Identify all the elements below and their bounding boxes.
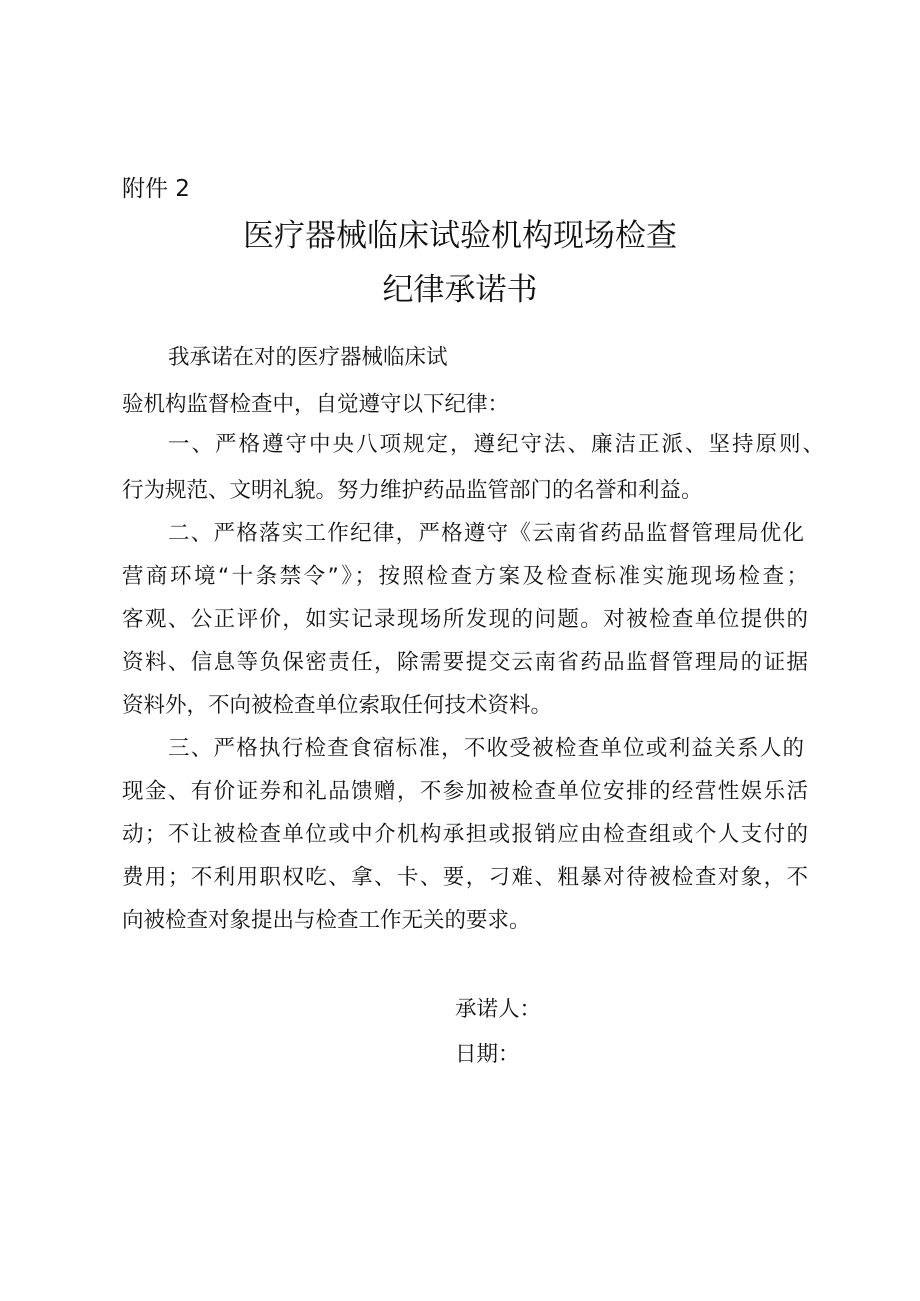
item-1-line-2: 行为规范、文明礼貌。努力维护药品监管部门的名誉和利益。 xyxy=(122,478,703,503)
intro-line-1: 我承诺在对的医疗器械临床试 xyxy=(168,345,448,370)
item-2-line-4: 资料、信息等负保密责任，除需要提交云南省药品监督管理局的证据 xyxy=(122,650,808,675)
item-1-line-1: 一、严格遵守中央八项规定，遵纪守法、廉洁正派、坚持原则、 xyxy=(168,432,824,457)
attachment-label: 附件 2 xyxy=(122,176,190,202)
document-title-line-1: 医疗器械临床试验机构现场检查 xyxy=(243,218,677,254)
promisor-label: 承诺人： xyxy=(455,997,542,1022)
item-3-line-4: 费用；不利用职权吃、拿、卡、要，刁难、粗暴对待被检查对象，不 xyxy=(122,865,808,890)
item-2-line-2: 营商环境“十条禁令”》；按照检查方案及检查标准实施现场检查； xyxy=(122,564,808,589)
intro-line-2: 验机构监督检查中，自觉遵守以下纪律： xyxy=(122,392,510,417)
item-2-line-3: 客观、公正评价，如实记录现场所发现的问题。对被检查单位提供的 xyxy=(122,607,808,632)
item-2-line-1: 二、严格落实工作纪律，严格遵守《云南省药品监督管理局优化 xyxy=(168,521,804,546)
date-label: 日期： xyxy=(455,1042,520,1067)
item-3-line-2: 现金、有价证券和礼品馈赠，不参加被检查单位安排的经营性娱乐活 xyxy=(122,779,808,804)
document-title-line-2: 纪律承诺书 xyxy=(382,272,538,308)
item-3-line-5: 向被检查对象提出与检查工作无关的要求。 xyxy=(122,908,531,933)
item-3-line-1: 三、严格执行检查食宿标准，不收受被检查单位或利益关系人的 xyxy=(168,736,804,761)
item-3-line-3: 动；不让被检查单位或中介机构承担或报销应由检查组或个人支付的 xyxy=(122,822,808,847)
item-2-line-5: 资料外，不向被检查单位索取任何技术资料。 xyxy=(122,693,553,718)
